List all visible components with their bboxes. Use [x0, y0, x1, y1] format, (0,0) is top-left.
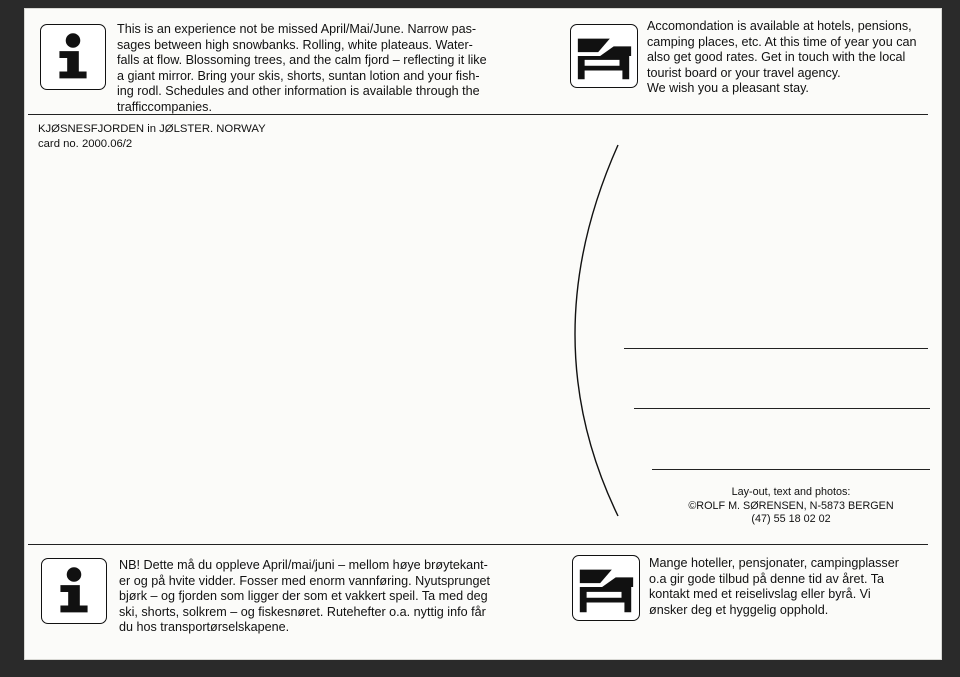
postcard-back: [24, 8, 942, 660]
bed-icon: [570, 24, 638, 88]
lodging-text-en: Accomondation is available at hotels, pensions, camping places, etc. At this time of year you can also get good rates. Get in touch with the local tourist board or your travel agency. We wish you a pleasant stay.: [647, 19, 917, 96]
card-number: card no. 2000.06/2: [38, 138, 133, 150]
address-line-1[interactable]: [624, 348, 928, 349]
address-line-3[interactable]: [652, 469, 930, 470]
credits-line-3: (47) 55 18 02 02: [751, 513, 831, 526]
address-line-2[interactable]: [634, 408, 930, 409]
credits-line-2: ©ROLF M. SØRENSEN, N-5873 BERGEN: [688, 499, 894, 512]
credits-line-1: Lay-out, text and photos:: [731, 486, 851, 498]
info-icon: [40, 24, 106, 90]
top-divider: [28, 114, 928, 115]
info-icon: [41, 558, 107, 624]
lodging-text-no: Mange hoteller, pensjonater, campingplasser o.a gir gode tilbud på denne tid av året. Ta kontakt med et reiselivslag eller byrå. Vi ønsker deg et hyggelig opphold.: [649, 556, 899, 617]
info-text-en: This is an experience not be missed April/Mai/June. Narrow pas- sages between high snowbanks. Rolling, white plateaus. Water- falls at flow. Blossoming trees, and the calm fjord – reflecting it like a giant mirror. Bring your skis, shorts, suntan lotion and your fish- ing rodl. Schedules and other information is available through the trafficcompanies.: [117, 22, 487, 114]
info-text-no: NB! Dette må du oppleve April/mai/juni – mellom høye brøytekant- er og på hvite vidder. Fosser med enorm vannføring. Nyutsprunget bjørk – og fjorden som ligger der som et vakkert speil. Ta med deg ski, shorts, solkrem – og fiskesnøret. Rutehefter o.a. nyttig info får du hos transportørselskapene.: [119, 558, 490, 635]
location-caption: KJØSNESFJORDEN in JØLSTER. NORWAY: [38, 123, 266, 135]
bottom-divider: [28, 544, 928, 545]
credits: [662, 486, 920, 527]
bed-icon: [572, 555, 640, 621]
